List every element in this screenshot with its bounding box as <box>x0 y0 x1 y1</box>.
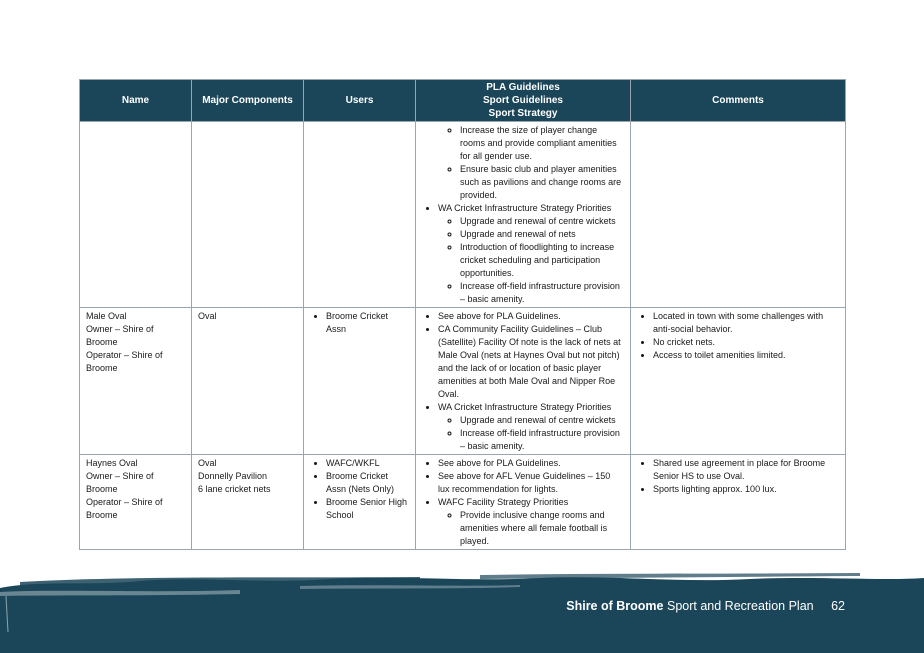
list-item: • Broome Senior High School <box>326 496 409 522</box>
list-item: ◦ Increase off-field infrastructure provision – basic amenity. <box>460 427 624 453</box>
facility-owner: Owner – Shire of Broome <box>86 324 154 347</box>
table-row <box>80 455 846 550</box>
list-item: • Sports lighting approx. 100 lux. <box>653 483 839 496</box>
list-item: • CA Community Facility Guidelines – Club (Satellite) Facility Of note is the lack of nets at Male Oval (nets at Haynes Oval but not pitch) and the lack of or location of basic player amenities at both Male Oval and Nipper Roe Oval. <box>438 323 624 401</box>
cell-name <box>80 455 192 550</box>
sub-list <box>438 215 624 306</box>
cell-components <box>192 122 304 308</box>
sub-list <box>438 509 624 548</box>
table-row <box>80 308 846 455</box>
bullet-list <box>637 457 839 496</box>
footer-text <box>566 599 845 613</box>
bullet-list <box>637 310 839 362</box>
list-item: ◦ Ensure basic club and player amenities such as pavilions and change rooms are provided. <box>460 163 624 202</box>
cell-name <box>80 122 192 308</box>
bullet-list <box>422 310 624 453</box>
header-guidelines-line: PLA Guidelines <box>486 82 560 93</box>
list-item: ◦ Provide inclusive change rooms and amenities where all female football is played. <box>460 509 624 548</box>
list-item: • See above for PLA Guidelines. <box>438 310 624 323</box>
bullet-list <box>422 202 624 306</box>
table-header-row <box>80 80 846 122</box>
footer-org: Shire of Broome <box>566 599 664 613</box>
sub-list <box>422 124 624 202</box>
facility-name: Haynes Oval <box>86 458 138 468</box>
cell-name <box>80 308 192 455</box>
component-item: Oval <box>198 311 217 321</box>
cell-guidelines <box>416 455 631 550</box>
header-name: Name <box>80 80 192 122</box>
list-item: ◦ Upgrade and renewal of centre wickets <box>460 215 624 228</box>
header-users: Users <box>304 80 416 122</box>
list-item: • Shared use agreement in place for Broome Senior HS to use Oval. <box>653 457 839 483</box>
facility-operator: Operator – Shire of Broome <box>86 497 163 520</box>
list-item: • Broome Cricket Assn <box>326 310 409 336</box>
facility-table <box>79 79 846 550</box>
header-major-components: Major Components <box>192 80 304 122</box>
list-item: ◦ Upgrade and renewal of nets <box>460 228 624 241</box>
bullet-list <box>310 310 409 336</box>
sub-list <box>438 414 624 453</box>
cell-users <box>304 122 416 308</box>
component-item: Oval <box>198 458 217 468</box>
list-item: ◦ Introduction of floodlighting to increase cricket scheduling and participation opportunities. <box>460 241 624 280</box>
component-item: 6 lane cricket nets <box>198 484 271 494</box>
cell-comments <box>631 122 846 308</box>
cell-guidelines <box>416 122 631 308</box>
facility-name: Male Oval <box>86 311 127 321</box>
cell-users <box>304 308 416 455</box>
header-guidelines-line: Sport Guidelines <box>482 95 563 106</box>
list-item <box>438 496 624 548</box>
list-item: • WAFC/WKFL <box>326 457 409 470</box>
list-item <box>438 202 624 306</box>
list-item: • No cricket nets. <box>653 336 839 349</box>
cell-components <box>192 455 304 550</box>
list-item: • Access to toilet amenities limited. <box>653 349 839 362</box>
header-comments: Comments <box>631 80 846 122</box>
cell-comments <box>631 455 846 550</box>
list-item: ◦ Increase the size of player change rooms and provide compliant amenities for all gender use. <box>460 124 624 163</box>
facility-owner: Owner – Shire of Broome <box>86 471 154 494</box>
list-item: • See above for AFL Venue Guidelines – 150 lux recommendation for lights. <box>438 470 624 496</box>
table-row <box>80 122 846 308</box>
cell-guidelines <box>416 308 631 455</box>
list-item: • See above for PLA Guidelines. <box>438 457 624 470</box>
list-item-text: WAFC Facility Strategy Priorities <box>438 497 569 507</box>
list-item: • Broome Cricket Assn (Nets Only) <box>326 470 409 496</box>
footer-doc-title: Sport and Recreation Plan <box>666 599 814 613</box>
bullet-list <box>422 457 624 548</box>
cell-users <box>304 455 416 550</box>
bullet-list <box>310 457 409 522</box>
cell-components <box>192 308 304 455</box>
header-guidelines-line: Sport Strategy <box>488 108 558 119</box>
list-item <box>438 401 624 453</box>
list-item-text: WA Cricket Infrastructure Strategy Priorities <box>438 203 612 213</box>
list-item-text: WA Cricket Infrastructure Strategy Priorities <box>438 402 612 412</box>
page-number: 62 <box>831 599 845 613</box>
list-item: ◦ Increase off-field infrastructure provision – basic amenity. <box>460 280 624 306</box>
list-item: • Located in town with some challenges with anti-social behavior. <box>653 310 839 336</box>
cell-comments <box>631 308 846 455</box>
facility-operator: Operator – Shire of Broome <box>86 350 163 373</box>
component-item: Donnelly Pavilion <box>198 471 268 481</box>
list-item: ◦ Upgrade and renewal of centre wickets <box>460 414 624 427</box>
header-guidelines <box>416 80 631 122</box>
